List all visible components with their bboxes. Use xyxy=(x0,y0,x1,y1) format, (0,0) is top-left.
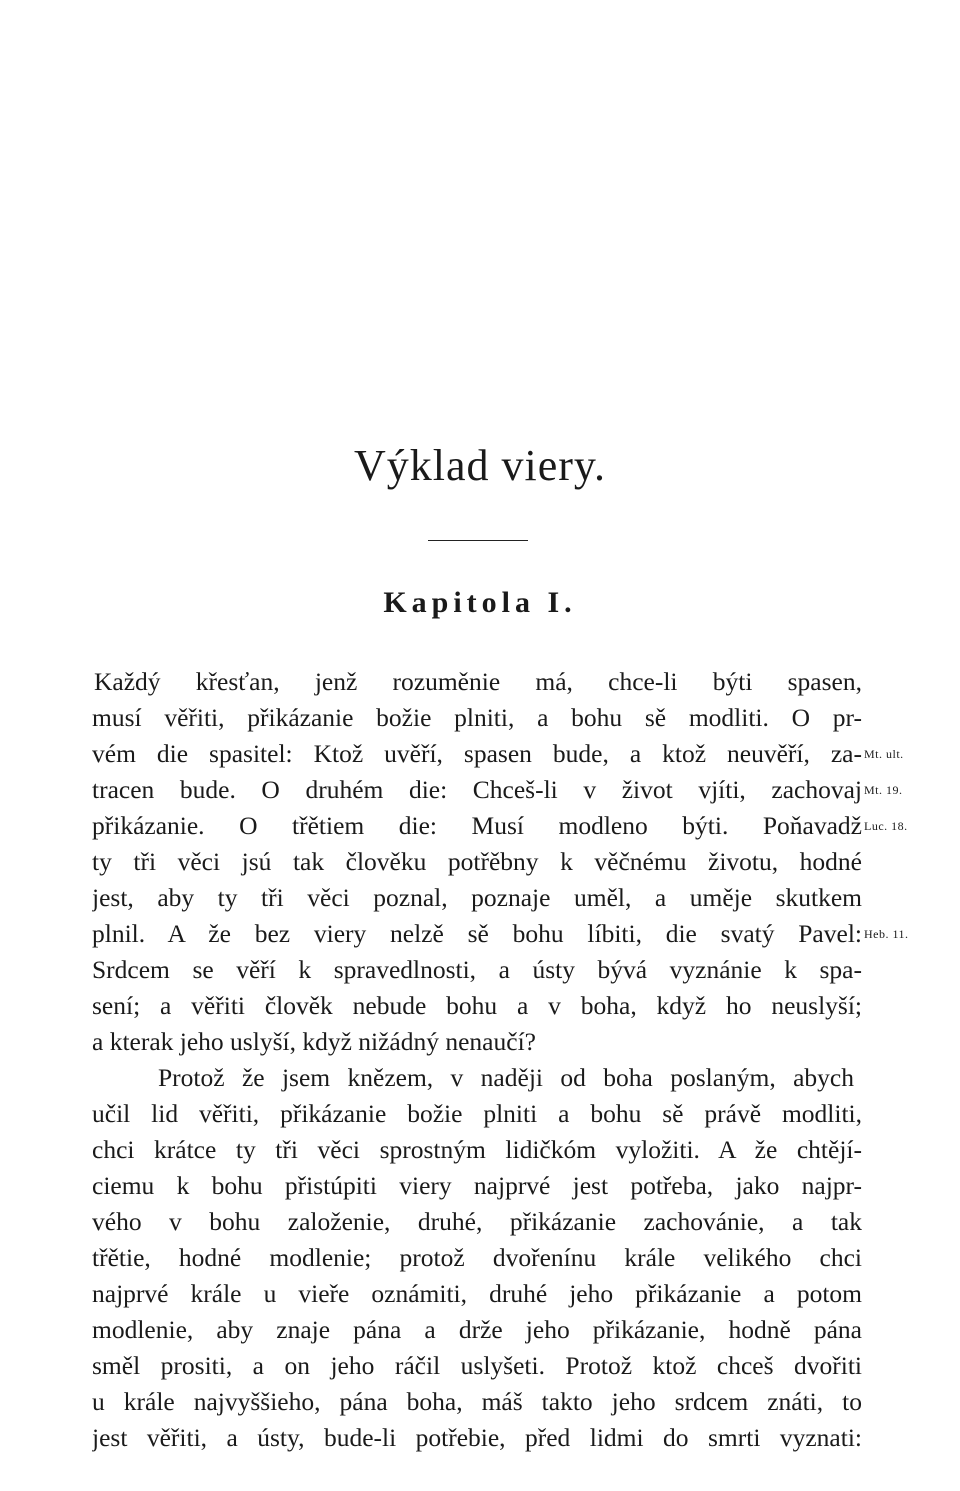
text-line: ty tři věci jsú tak člověku potřěbny k věčnému životu, hodné xyxy=(92,847,862,876)
text-line: modlenie, aby znaje pána a drže jeho přikázanie, hodně pána xyxy=(92,1315,862,1344)
margin-reference: Mt. ult. xyxy=(864,747,904,761)
text-line: Protož že jsem knězem, v naději od boha poslaným, abych xyxy=(158,1063,854,1092)
text-line: třětie, hodné modlenie; protož dvořenínu krále velikého chci xyxy=(92,1243,862,1272)
text-line: plnil. A že bez viery nelzě sě bohu líbiti, die svatý Pavel: xyxy=(92,919,862,948)
text-line: tracen bude. O druhém die: Chceš-li v život vjíti, zachovaj xyxy=(92,775,862,804)
text-line: chci krátce ty tři věci sprostným lidičkóm vyložiti. A že chtějí- xyxy=(92,1135,862,1164)
text-line: jest, aby ty tři věci poznal, poznaje uměl, a uměje skutkem xyxy=(92,883,862,912)
text-line: a kterak jeho uslyší, když nižádný nenaučí? xyxy=(92,1027,536,1056)
text-line: najprvé krále u vieře oznámiti, druhé jeho přikázanie a potom xyxy=(92,1279,862,1308)
text-line: u krále najvyššieho, pána boha, máš takto jeho srdcem znáti, to xyxy=(92,1387,862,1416)
margin-reference: Mt. 19. xyxy=(864,783,903,797)
margin-reference: Heb. 11. xyxy=(864,927,909,941)
text-line: učil lid věřiti, přikázanie božie plniti a bohu sě právě modliti, xyxy=(92,1099,862,1128)
text-line: vého v bohu založenie, druhé, přikázanie zachovánie, a tak xyxy=(92,1207,862,1236)
text-line: přikázanie. O třětiem die: Musí modleno býti. Poňavadž xyxy=(92,811,862,840)
chapter-heading: Kapitola I. xyxy=(383,586,577,619)
text-line: musí věřiti, přikázanie božie plniti, a bohu sě modliti. O pr- xyxy=(92,703,862,732)
title-divider xyxy=(428,540,528,541)
text-line: ciemu k bohu přistúpiti viery najprvé jest potřeba, jako najpr- xyxy=(92,1171,862,1200)
text-line: jest věřiti, a ústy, bude-li potřebie, před lidmi do smrti vyznati: xyxy=(92,1423,862,1452)
text-line: vém die spasitel: Ktož uvěří, spasen bude, a ktož neuvěří, za- xyxy=(92,739,862,768)
margin-reference: Luc. 18. xyxy=(864,819,908,833)
text-line: Každý křesťan, jenž rozuměnie má, chce-li býti spasen, xyxy=(94,667,862,696)
text-line: Srdcem se věří k spravedlnosti, a ústy bývá vyznánie k spa- xyxy=(92,955,862,984)
text-line: sení; a věřiti člověk nebude bohu a v boha, když ho neuslyší; xyxy=(92,991,862,1020)
page-title: Výklad viery. xyxy=(353,441,607,490)
text-line: směl prositi, a on jeho ráčil uslyšeti. Protož ktož chceš dvořiti xyxy=(92,1351,862,1380)
